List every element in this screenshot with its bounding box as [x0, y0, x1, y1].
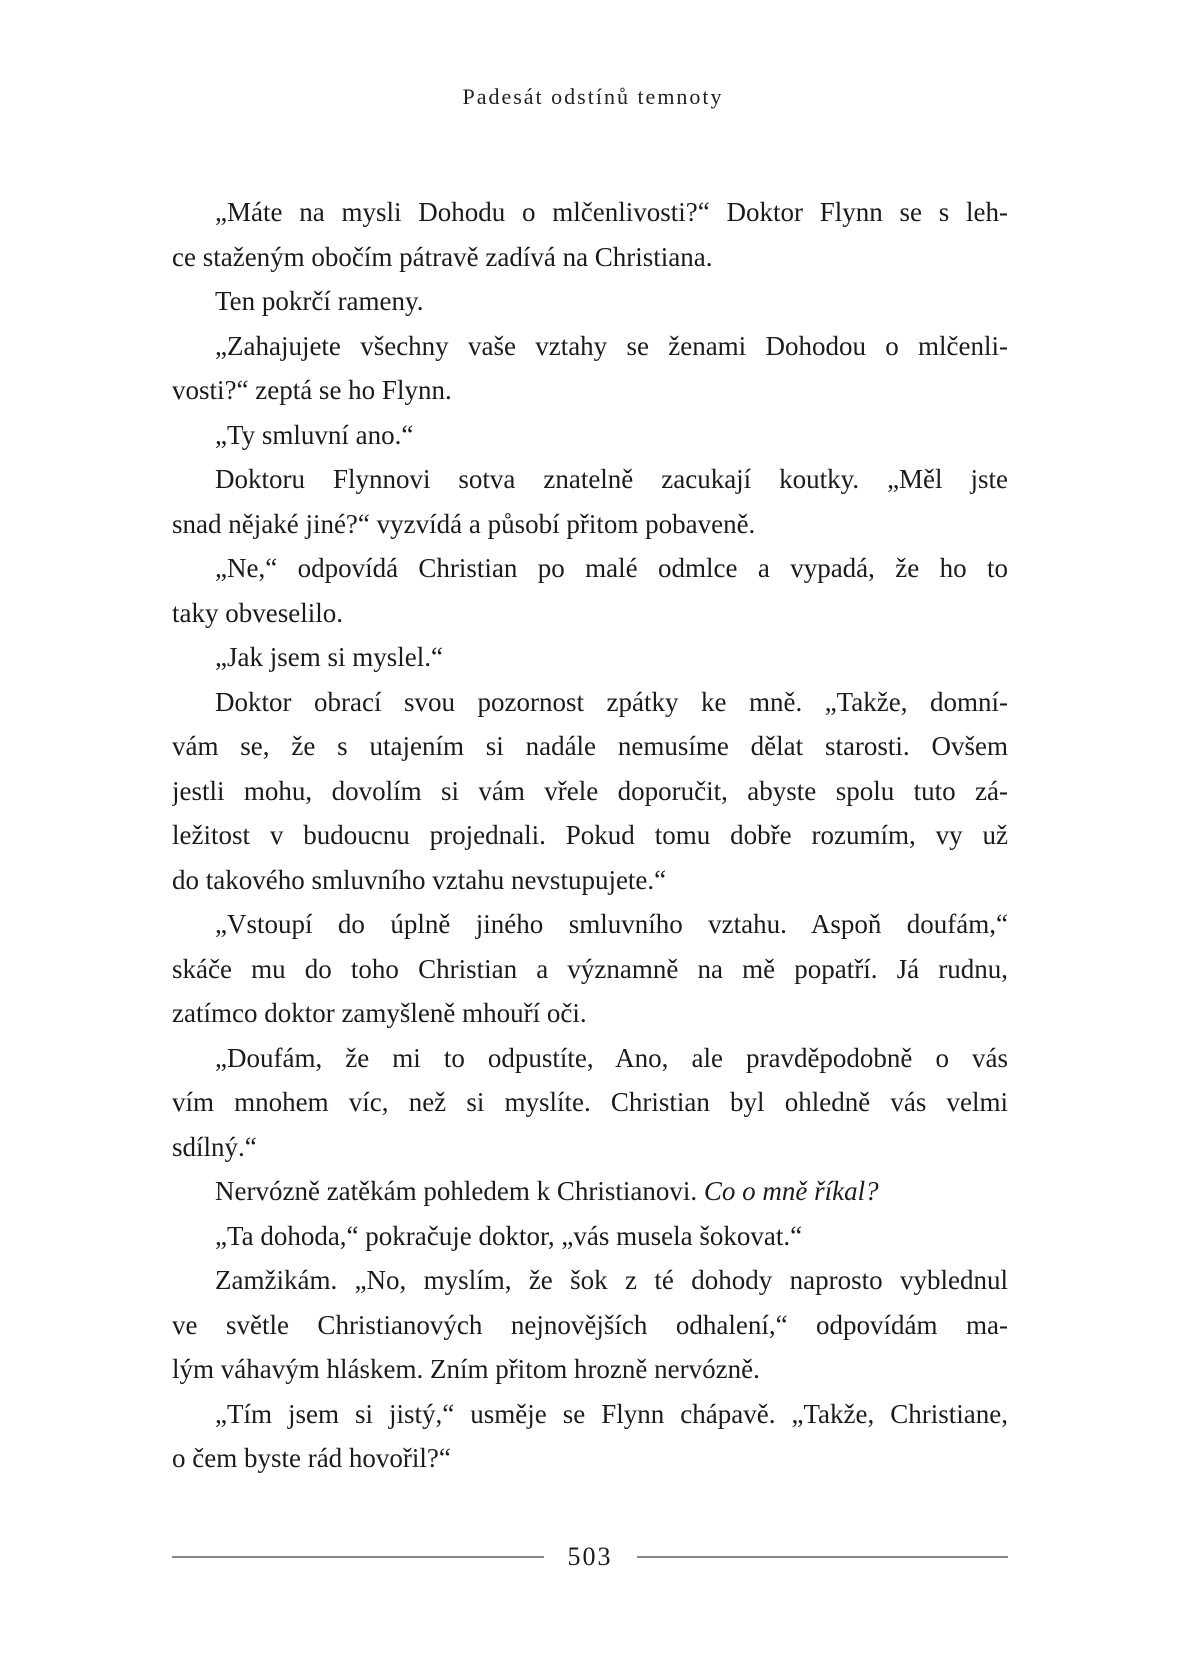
- text-run: zatímco doktor zamyšleně mhouří oči.: [172, 998, 587, 1028]
- text-line: [172, 858, 1008, 903]
- text-line: [172, 813, 1008, 858]
- text-line: [172, 1080, 1008, 1125]
- text-line: [172, 1258, 1008, 1303]
- text-line: [172, 1214, 1008, 1259]
- page-footer: [172, 1541, 1008, 1573]
- text-run: „Jak jsem si myslel.“: [215, 642, 443, 672]
- text-line: [172, 1436, 1008, 1481]
- text-run: „Ta dohoda,“ pokračuje doktor, „vás musela šokovat.“: [215, 1220, 803, 1251]
- text-line: [172, 1169, 1008, 1214]
- text-run: sdílný.“: [172, 1131, 257, 1162]
- text-line: [172, 324, 1008, 369]
- text-run: vosti?“ zeptá se ho Flynn.: [172, 375, 452, 405]
- text-run: „Ne,“ odpovídá Christian po malé odmlce a vypadá, že ho to: [215, 553, 1008, 583]
- text-run: Doktoru Flynnovi sotva znatelně zacukají koutky. „Měl jste: [215, 464, 1008, 494]
- text-line: [172, 190, 1008, 235]
- page-number: 503: [567, 1542, 613, 1571]
- paragraph: [172, 1169, 1008, 1214]
- paragraph: [172, 902, 1008, 1036]
- paragraph: [172, 1036, 1008, 1170]
- text-run: „Doufám, že mi to odpustíte, Ano, ale pravděpodobně o vás: [215, 1042, 1008, 1073]
- paragraph: [172, 457, 1008, 546]
- text-run: „Tím jsem si jistý,“ usměje se Flynn chápavě. „Takže, Christiane,: [215, 1398, 1008, 1429]
- italic-text-run: Co o mně říkal?: [703, 1176, 879, 1206]
- text-run: ve světle Christianových nejnovějších odhalení,“ odpovídám ma-: [172, 1309, 1008, 1340]
- text-line: [172, 457, 1008, 502]
- text-line: [172, 680, 1008, 725]
- paragraph: [172, 1258, 1008, 1392]
- text-run: o čem byste rád hovořil?“: [172, 1443, 451, 1473]
- paragraph: [172, 680, 1008, 903]
- text-line: [172, 635, 1008, 680]
- paragraph: [172, 1214, 1008, 1259]
- text-line: [172, 1392, 1008, 1437]
- text-run: Doktor obrací svou pozornost zpátky ke mně. „Takže, domní-: [215, 686, 1008, 717]
- text-run: snad nějaké jiné?“ vyzvídá a působí přitom pobaveně.: [172, 508, 756, 539]
- text-run: vím mnohem víc, než si myslíte. Christian byl ohledně vás velmi: [172, 1087, 1008, 1117]
- paragraph: [172, 324, 1008, 413]
- text-run: „Ty smluvní ano.“: [215, 419, 414, 450]
- text-line: [172, 1125, 1008, 1170]
- text-run: vám se, že s utajením si nadále nemusíme dělat starosti. Ovšem: [172, 731, 1008, 761]
- text-line: [172, 947, 1008, 992]
- running-header: Padesát odstínů temnoty: [462, 84, 724, 109]
- text-line: [172, 368, 1008, 413]
- text-block: [172, 190, 1008, 1481]
- text-run: jestli mohu, dovolím si vám vřele doporučit, abyste spolu tuto zá-: [172, 775, 1008, 806]
- text-line: [172, 413, 1008, 458]
- text-run: Ten pokrčí rameny.: [215, 286, 424, 316]
- text-line: [172, 1303, 1008, 1348]
- text-run: ležitost v budoucnu projednali. Pokud tomu dobře rozumím, vy už: [172, 820, 1008, 850]
- text-run: ce staženým obočím pátravě zadívá na Christiana.: [172, 241, 713, 272]
- text-run: taky obveselilo.: [172, 597, 343, 628]
- footer-rule-right: [637, 1556, 1009, 1558]
- text-line: [172, 1036, 1008, 1081]
- paragraph: [172, 635, 1008, 680]
- text-line: [172, 235, 1008, 280]
- text-line: [172, 502, 1008, 547]
- text-line: [172, 591, 1008, 636]
- text-run: lým váhavým hláskem. Zním přitom hrozně nervózně.: [172, 1354, 760, 1384]
- text-run: Nervózně zatěkám pohledem k Christianovi.: [215, 1176, 704, 1206]
- text-line: [172, 1347, 1008, 1392]
- text-line: [172, 279, 1008, 324]
- paragraph: [172, 279, 1008, 324]
- text-line: [172, 769, 1008, 814]
- text-line: [172, 991, 1008, 1036]
- paragraph: [172, 546, 1008, 635]
- paragraph: [172, 1392, 1008, 1481]
- text-run: skáče mu do toho Christian a významně na mě popatří. Já rudnu,: [172, 953, 1008, 984]
- text-run: „Vstoupí do úplně jiného smluvního vztahu. Aspoň doufám,“: [215, 909, 1008, 939]
- paragraph: [172, 190, 1008, 279]
- text-run: do takového smluvního vztahu nevstupujete.“: [172, 864, 667, 895]
- text-run: „Máte na mysli Dohodu o mlčenlivosti?“ Doktor Flynn se s leh-: [215, 197, 1008, 227]
- text-run: Zamžikám. „No, myslím, že šok z té dohody naprosto vyblednul: [215, 1265, 1008, 1295]
- text-line: [172, 724, 1008, 769]
- paragraph: [172, 413, 1008, 458]
- text-run: „Zahajujete všechny vaše vztahy se ženami Dohodou o mlčenli-: [215, 330, 1008, 361]
- footer-rule-left: [172, 1556, 544, 1558]
- text-line: [172, 902, 1008, 947]
- text-line: [172, 546, 1008, 591]
